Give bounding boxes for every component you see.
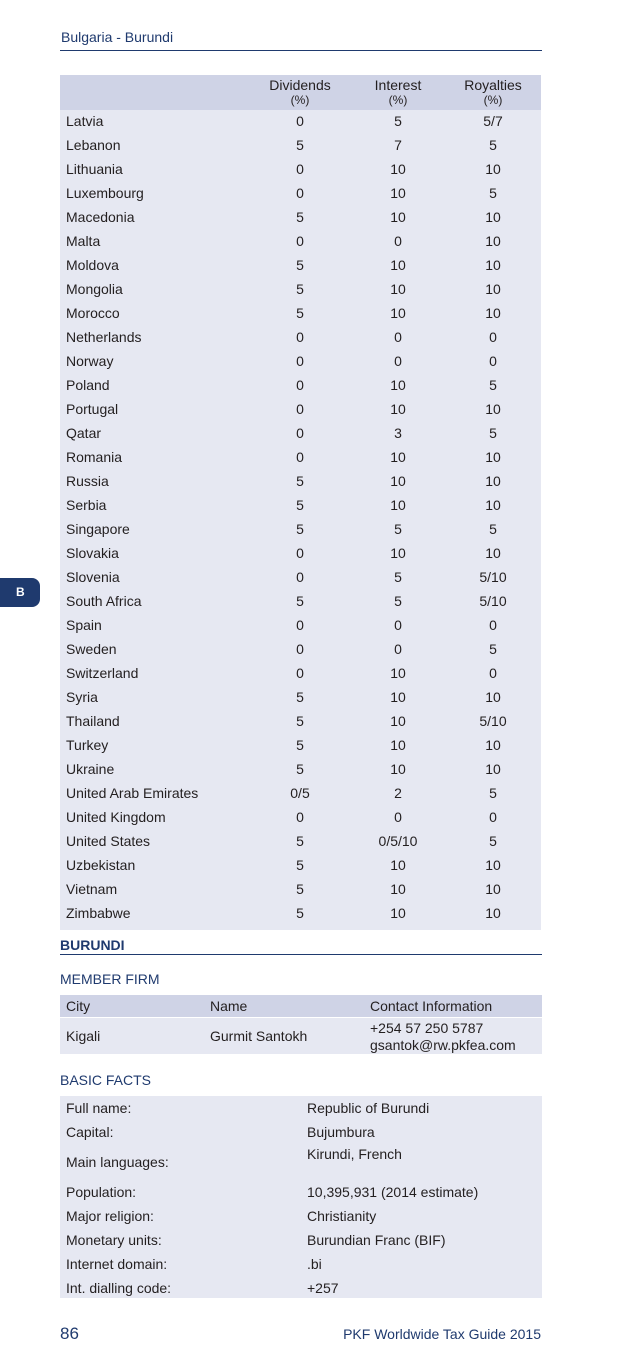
royalties-rate: 5 [489,641,497,657]
column-header-royalties [453,78,533,108]
column-header-dividends [260,78,340,108]
interest-rate: 0 [394,329,402,345]
table-row [60,853,541,877]
country-name: Slovenia [66,569,120,585]
interest-rate: 10 [390,185,406,201]
interest-rate: 5 [394,521,402,537]
dividends-rate: 0 [296,449,304,465]
country-name: Moldova [66,257,119,273]
dividends-rate: 0 [296,665,304,681]
firm-email: gsantok@rw.pkfea.com [370,1037,516,1053]
dividends-rate: 5 [296,713,304,729]
member-firm-row [60,1018,542,1054]
country-name: South Africa [66,593,142,609]
interest-rate: 3 [394,425,402,441]
table-row [60,349,541,373]
country-name: Morocco [66,305,120,321]
country-name: Qatar [66,425,102,441]
interest-rate: 10 [390,545,406,561]
table-row [60,709,541,733]
table-row [60,253,541,277]
royalties-rate: 10 [485,473,501,489]
fact-label-full-name: Full name: [66,1100,132,1116]
fact-label-major-religion: Major religion: [66,1208,154,1224]
country-name: Lithuania [66,161,123,177]
dividends-rate: 0 [296,353,304,369]
table-row [60,829,541,853]
country-name: Mongolia [66,281,123,297]
interest-rate: 0/5/10 [378,833,418,849]
dividends-rate: 5 [296,257,304,273]
royalties-rate: 10 [485,257,501,273]
tax-rates-table-header [60,75,541,110]
royalties-rate: 5/10 [479,713,507,729]
royalties-rate: 5 [489,377,497,393]
royalties-rate: 10 [485,161,501,177]
column-header-contact: Contact Information [370,998,493,1014]
table-row [60,277,541,301]
fact-label-dialling-code: Int. dialling code: [66,1280,172,1296]
table-row [60,493,541,517]
table-row [60,373,541,397]
dividends-rate: 5 [296,305,304,321]
interest-rate: 5 [394,593,402,609]
fact-value-major-religion: Christianity [307,1208,377,1224]
dividends-rate: 5 [296,761,304,777]
royalties-rate: 10 [485,689,501,705]
interest-rate: 10 [390,713,406,729]
country-name: Malta [66,233,101,249]
dividends-rate: 0 [296,233,304,249]
country-name: Turkey [66,737,109,753]
interest-rate: 10 [390,905,406,921]
dividends-rate: 0 [296,545,304,561]
table-row [60,109,541,133]
dividends-rate: 5 [296,833,304,849]
dividends-rate: 0 [296,617,304,633]
dividends-rate: 5 [296,281,304,297]
fact-label-internet-domain: Internet domain: [66,1256,168,1272]
fact-value-capital: Bujumbura [307,1124,375,1140]
royalties-rate: 10 [485,881,501,897]
royalties-rate: 10 [485,737,501,753]
section-letter-tab [0,578,40,607]
table-row [60,157,541,181]
country-name: Spain [66,617,102,633]
royalties-rate: 5 [489,425,497,441]
column-unit: (%) [290,93,310,107]
table-row [60,757,541,781]
country-name: Poland [66,377,110,393]
table-row [60,469,541,493]
member-firm-heading: MEMBER FIRM [60,971,160,987]
fact-value-full-name: Republic of Burundi [307,1100,430,1116]
royalties-rate: 0 [489,329,497,345]
royalties-rate: 10 [485,281,501,297]
royalties-rate: 10 [485,233,501,249]
page-number: 86 [60,1324,79,1343]
country-name: Lebanon [66,137,121,153]
interest-rate: 0 [394,641,402,657]
fact-value-monetary-units: Burundian Franc (BIF) [307,1232,446,1248]
fact-label-capital: Capital: [66,1124,114,1140]
country-name: Sweden [66,641,117,657]
country-name: United Arab Emirates [66,785,199,801]
royalties-rate: 10 [485,497,501,513]
interest-rate: 10 [390,689,406,705]
interest-rate: 10 [390,281,406,297]
country-section-title [60,937,542,955]
country-name: Portugal [66,401,119,417]
fact-label-monetary-units: Monetary units: [66,1232,162,1248]
country-name: United Kingdom [66,809,166,825]
dividends-rate: 0 [296,425,304,441]
royalties-rate: 5 [489,785,497,801]
royalties-rate: 5/10 [479,593,507,609]
interest-rate: 10 [390,305,406,321]
table-row [60,397,541,421]
dividends-rate: 0 [296,113,304,129]
table-row [60,205,541,229]
dividends-rate: 0 [296,641,304,657]
royalties-rate: 5 [489,521,497,537]
interest-rate: 2 [394,785,402,801]
page-header-title: Bulgaria - Burundi [61,29,174,45]
country-name: Singapore [66,521,130,537]
country-name: Latvia [66,113,104,129]
dividends-rate: 0 [296,809,304,825]
dividends-rate: 5 [296,497,304,513]
royalties-rate: 5/7 [483,113,503,129]
country-name: Switzerland [66,665,139,681]
table-row [60,661,541,685]
interest-rate: 10 [390,665,406,681]
country-name: Norway [66,353,114,369]
dividends-rate: 5 [296,521,304,537]
dividends-rate: 5 [296,737,304,753]
royalties-rate: 10 [485,209,501,225]
table-row [60,445,541,469]
column-unit: (%) [483,93,503,107]
dividends-rate: 5 [296,593,304,609]
interest-rate: 10 [390,449,406,465]
country-name: Netherlands [66,329,142,345]
interest-rate: 5 [394,569,402,585]
table-row [60,733,541,757]
royalties-rate: 0 [489,353,497,369]
country-name: Slovakia [66,545,119,561]
interest-rate: 0 [394,809,402,825]
firm-phone: +254 57 250 5787 [370,1020,484,1036]
country-name: United States [66,833,151,849]
country-name: Zimbabwe [66,905,131,921]
interest-rate: 10 [390,401,406,417]
table-row [60,637,541,661]
fact-value-dialling-code: +257 [307,1280,339,1296]
table-row [60,541,541,565]
table-row [60,805,541,829]
column-header-name: Name [210,998,248,1014]
basic-facts-table [60,1096,542,1298]
royalties-rate: 5/10 [479,569,507,585]
table-row [60,565,541,589]
dividends-rate: 0 [296,569,304,585]
dividends-rate: 0 [296,401,304,417]
dividends-rate: 0 [296,185,304,201]
country-name: Syria [66,689,98,705]
column-label: Interest [374,77,422,93]
column-label: Dividends [269,77,331,93]
country-name: Vietnam [66,881,118,897]
interest-rate: 10 [390,473,406,489]
interest-rate: 10 [390,377,406,393]
royalties-rate: 10 [485,761,501,777]
dividends-rate: 5 [296,881,304,897]
country-title: BURUNDI [60,937,125,953]
table-row [60,133,541,157]
interest-rate: 10 [390,761,406,777]
table-row [60,181,541,205]
fact-label-main-languages: Main languages: [66,1154,169,1170]
royalties-rate: 0 [489,665,497,681]
section-letter: B [16,585,25,599]
table-row [60,901,541,925]
firm-city: Kigali [66,1028,101,1044]
fact-value-main-languages: Kirundi, French [307,1146,402,1162]
interest-rate: 0 [394,617,402,633]
royalties-rate: 5 [489,185,497,201]
fact-label-population: Population: [66,1184,137,1200]
dividends-rate: 5 [296,473,304,489]
interest-rate: 10 [390,161,406,177]
interest-rate: 0 [394,353,402,369]
royalties-rate: 10 [485,401,501,417]
country-name: Serbia [66,497,107,513]
country-name: Uzbekistan [66,857,136,873]
dividends-rate: 5 [296,137,304,153]
royalties-rate: 10 [485,449,501,465]
interest-rate: 10 [390,257,406,273]
dividends-rate: 5 [296,905,304,921]
dividends-rate: 5 [296,857,304,873]
dividends-rate: 5 [296,209,304,225]
interest-rate: 10 [390,497,406,513]
page-header [60,27,542,51]
interest-rate: 7 [394,137,402,153]
interest-rate: 10 [390,737,406,753]
royalties-rate: 10 [485,305,501,321]
member-firm-table-header [60,995,542,1017]
column-unit: (%) [388,93,408,107]
country-name: Romania [66,449,123,465]
royalties-rate: 10 [485,545,501,561]
table-row [60,229,541,253]
country-name: Luxembourg [66,185,144,201]
royalties-rate: 10 [485,857,501,873]
country-name: Ukraine [66,761,115,777]
fact-value-internet-domain: .bi [307,1256,322,1272]
table-row [60,301,541,325]
royalties-rate: 5 [489,137,497,153]
dividends-rate: 5 [296,689,304,705]
dividends-rate: 0 [296,329,304,345]
country-name: Russia [66,473,109,489]
table-row [60,613,541,637]
tax-rates-table [60,75,541,930]
publication-title: PKF Worldwide Tax Guide 2015 [343,1326,541,1342]
column-header-interest [358,78,438,108]
table-row [60,781,541,805]
dividends-rate: 0/5 [290,785,310,801]
interest-rate: 0 [394,233,402,249]
royalties-rate: 5 [489,833,497,849]
interest-rate: 10 [390,881,406,897]
royalties-rate: 0 [489,809,497,825]
table-row [60,685,541,709]
basic-facts-heading: BASIC FACTS [60,1072,152,1088]
country-name: Thailand [66,713,120,729]
royalties-rate: 10 [485,905,501,921]
column-header-city: City [66,998,91,1014]
interest-rate: 10 [390,857,406,873]
fact-value-population: 10,395,931 (2014 estimate) [307,1184,479,1200]
column-label: Royalties [464,77,522,93]
interest-rate: 10 [390,209,406,225]
table-row [60,877,541,901]
country-name: Macedonia [66,209,135,225]
dividends-rate: 0 [296,161,304,177]
firm-contact-name: Gurmit Santokh [210,1028,308,1044]
dividends-rate: 0 [296,377,304,393]
table-row [60,421,541,445]
table-row [60,517,541,541]
royalties-rate: 0 [489,617,497,633]
table-row [60,589,541,613]
table-row [60,325,541,349]
interest-rate: 5 [394,113,402,129]
